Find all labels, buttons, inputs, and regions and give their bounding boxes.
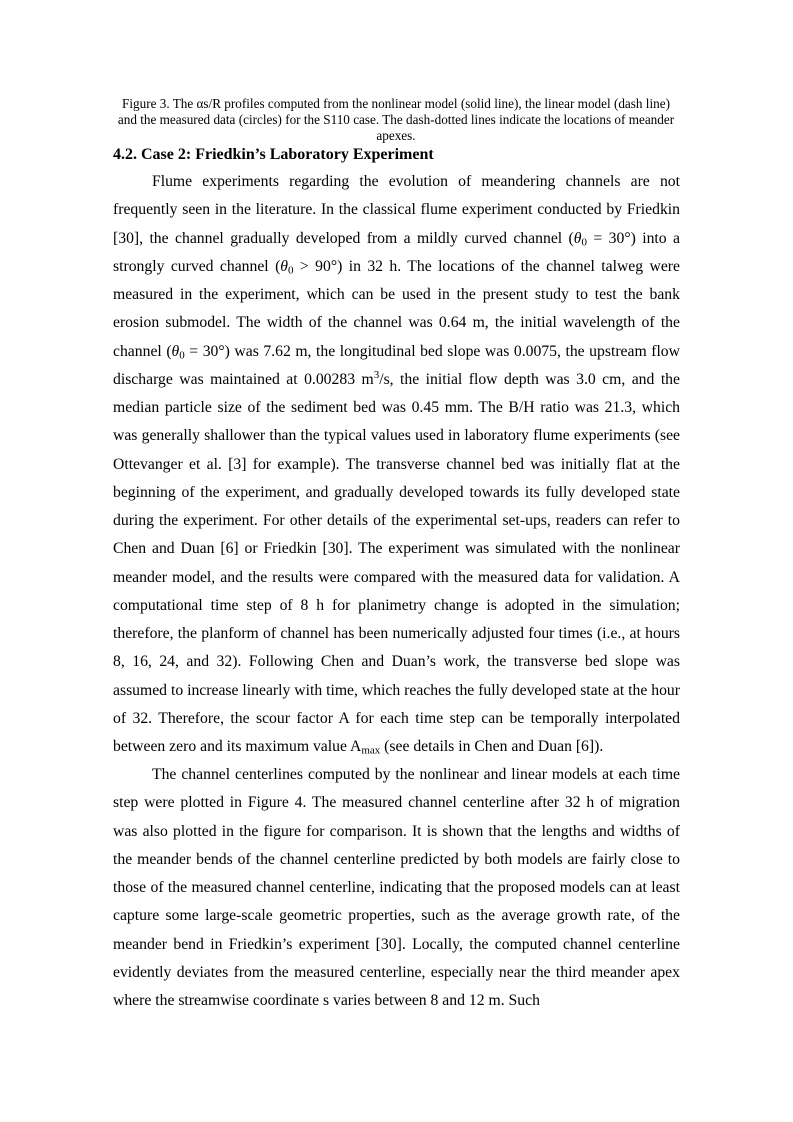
p1-text-4: = 30°) was 7.62 m, the longitudinal bed slope was 0.0075, the upstream flow discharge was maintained at 0.00283 m xyxy=(113,342,680,388)
paragraph-1 xyxy=(113,168,680,761)
figure-caption xyxy=(112,96,680,144)
theta-symbol: θ xyxy=(573,229,582,247)
section-heading: 4.2. Case 2: Friedkin’s Laboratory Experiment xyxy=(113,146,434,163)
theta-subscript: 0 xyxy=(288,264,294,277)
p1-text-5: /s, the initial flow depth was 3.0 cm, and the median particle size of the sediment bed was 0.45 mm. The B/H ratio was 21.3, which was generally shallower than the typical values used in laboratory flume experiments (see Ottevanger et al. [3] for example). The transverse channel bed was initially flat at the beginning of the experiment, and gradually developed towards its fully developed state during the experiment. For other details of the experimental set-ups, readers can refer to Chen and Duan [6] or Friedkin [30]. The experiment was simulated with the nonlinear meander model, and the results were compared with the measured data for validation. A computational time step of 8 h for planimetry change is adopted in the simulation; therefore, the planform of channel has been numerically adjusted four times (i.e., at hours 8, 16, 24, and 32). Following Chen and Duan’s work, the transverse bed slope was assumed to increase linearly with time, which reaches the fully developed state at the hour of 32. Therefore, the scour factor A for each time step can be temporally interpolated between zero and its maximum value A xyxy=(113,370,680,755)
theta-symbol: θ xyxy=(171,342,180,360)
p2-text: The channel centerlines computed by the nonlinear and linear models at each time step were plotted in Figure 4. The measured channel centerline after 32 h of migration was also plotted in the figure for comparison. It is shown that the lengths and widths of the meander bends of the channel centerline predicted by both models are fairly close to those of the measured channel centerline, indicating that the proposed models can at least capture some large-scale geometric properties, such as the average growth rate, of the meander bend in Friedkin’s experiment [30]. Locally, the computed channel centerline evidently deviates from the measured centerline, especially near the third meander apex where the streamwise coordinate s varies between 8 and 12 m. Such xyxy=(113,766,680,1009)
p1-text-3: > 90°) in 32 h. The locations of the channel talweg were measured in the experiment, which can be used in the present study to test the bank erosion submodel. The width of the channel was 0.64 m, the initial wavelength of the channel ( xyxy=(113,257,680,360)
theta-subscript: 0 xyxy=(179,349,185,362)
max-subscript: max xyxy=(361,744,381,757)
theta-symbol: θ xyxy=(280,257,289,275)
paragraph-2 xyxy=(113,761,680,1015)
p1-text-6: (see details in Chen and Duan [6]). xyxy=(380,738,604,755)
caption-text: Figure 3. The αs/R profiles computed from the nonlinear model (solid line), the linear model (dash line) and the measured data (circles) for the S110 case. The dash-dotted lines indicate the locations of meander apexes. xyxy=(117,96,675,143)
p1-text-1: Flume experiments regarding the evolution of meandering channels are not frequently seen in the literature. In the classical flume experiment conducted by Friedkin [30], the channel gradually developed from a mildly curved channel ( xyxy=(113,173,680,247)
cubic-superscript: 3 xyxy=(373,368,380,381)
theta-subscript: 0 xyxy=(581,236,587,249)
p1-text-2: = 30°) into a strongly curved channel ( xyxy=(113,229,680,275)
